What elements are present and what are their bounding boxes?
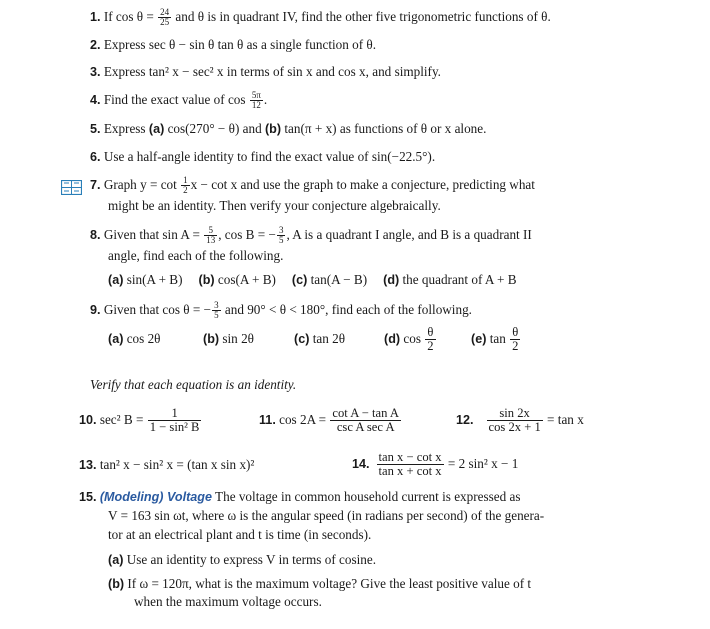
- fraction: cot A − tan A csc A sec A: [332, 406, 399, 435]
- exercise-15-part-b: (b) If ω = 120π, what is the maximum voltage? Give the least positive value of t: [108, 576, 532, 591]
- fraction: $\frac{3}{5}$: [278, 225, 284, 246]
- exercise-14: 14. $\frac{\text{tan x − cot x}}{\text{tan x + cot x}}$ = 2 sin² x − 1: [352, 450, 519, 479]
- fraction: $\frac{1}{\text{1 − sin² B}}$: [149, 406, 200, 435]
- exercise-15-line-3: tor at an electrical plant and t is time (in seconds).: [108, 527, 372, 542]
- exercise-8-parts: [108, 272, 517, 288]
- modeling-label: (Modeling) Voltage: [99, 490, 212, 504]
- fraction: $\frac{\text{tan x − cot x}}{\text{tan x + cot x}}$: [378, 450, 442, 479]
- exercise-8: 8. Given that sin A = $\frac{5}{13}$ , cos B = − $\frac{3}{5}$ , A is a quadrant I angle, and B is a quadrant II: [90, 225, 532, 246]
- exercise-11: 11. cos 2A = cot A − tan A csc A sec A: [259, 406, 399, 435]
- exercise-9-part-d: (d) cos $\frac{\theta}{2}$: [384, 325, 434, 354]
- section-heading: Verify that each equation is an identity.: [90, 377, 297, 392]
- fraction: $\frac{5}{13}$: [206, 225, 216, 246]
- exercise-2: 2. Express sec θ − sin θ tan θ as a single function of θ.: [90, 37, 377, 52]
- exercise-8-continued: angle, find each of the following.: [108, 248, 284, 263]
- exercise-7: 7. Graph y = cot $\frac{1}{2}$ x − cot x and use the graph to make a conjecture, predicting what: [90, 175, 535, 196]
- exercise-6: 6. Use a half-angle identity to find the exact value of sin(−22.5°).: [90, 149, 436, 164]
- graphing-calculator-icon: [61, 180, 82, 195]
- exercise-7-continued: might be an identity. Then verify your conjecture algebraically.: [108, 198, 441, 213]
- part-a: (a) sin(A + B): [108, 272, 183, 287]
- exercise-9-part-b: (b) sin 2θ: [203, 331, 254, 346]
- exercise-9-part-c: (c) tan 2θ: [294, 331, 346, 346]
- exercise-15: 15. (Modeling) Voltage The voltage in common household current is expressed as: [79, 489, 521, 504]
- fraction: $\frac{\theta}{2}$: [512, 325, 519, 354]
- part-b: (b) cos(A + B): [198, 272, 276, 287]
- exercise-13: 13. tan² x − sin² x = (tan x sin x)²: [79, 457, 255, 472]
- fraction: $\frac{\sin 2x}{\cos 2x + 1}$: [488, 406, 541, 435]
- part-c: (c) tan(A − B): [291, 272, 368, 287]
- exercise-15-part-a: (a) Use an identity to express V in terms of cosine.: [108, 552, 377, 567]
- fraction: $\frac{24}{25}$: [160, 7, 170, 28]
- exercise-3: 3. Express tan² x − sec² x in terms of sin x and cos x, and simplify.: [90, 64, 441, 79]
- fraction: $\frac{3}{5}$: [214, 300, 219, 321]
- exercise-15-part-b-continued: when the maximum voltage occurs.: [134, 594, 322, 609]
- exercise-9-part-e: (e) tan $\frac{\theta}{2}$: [471, 325, 519, 354]
- exercise-1: 1. If cos θ = $\frac{24}{25}$ and θ is in quadrant IV, find the other five trigonometric functions of θ.: [90, 7, 551, 28]
- exercise-15-line-2: V = 163 sin ωt, where ω is the angular speed (in radians per second) of the genera-: [108, 508, 545, 523]
- exercise-12: 12. $\frac{\sin 2x}{\cos 2x + 1}$ = tan x: [456, 406, 584, 435]
- exercise-4: 4. Find the exact value of cos $\frac{5\pi}{12}$ .: [90, 90, 268, 111]
- exercise-9: 9. Given that cos θ = − $\frac{3}{5}$ and 90° < θ < 180°, find each of the following.: [90, 300, 472, 321]
- exercise-10: 10. sec² B = $\frac{1}{\text{1 − sin² B}}$: [79, 406, 200, 435]
- fraction: $\frac{1}{2}$: [183, 175, 188, 196]
- exercise-5: 5. Express (a) cos(270° − θ) and (b) tan(π + x) as functions of θ or x alone.: [90, 121, 487, 136]
- exercise-9-part-a: (a) cos 2θ: [108, 331, 161, 346]
- part-d: (d) the quadrant of A + B: [383, 272, 517, 287]
- fraction: $\frac{5\pi}{12}$: [251, 90, 261, 111]
- fraction: $\frac{\theta}{2}$: [427, 325, 434, 354]
